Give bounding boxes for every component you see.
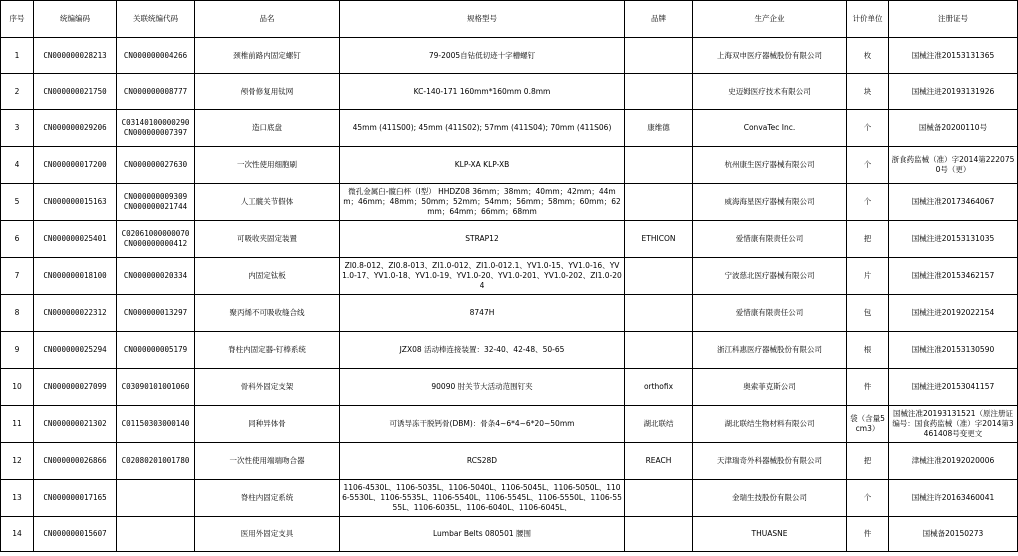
cell-related-code: CN000000027630: [117, 147, 195, 184]
header-no: 序号: [1, 1, 34, 38]
cell-brand: 湖北联结: [625, 406, 693, 443]
cell-unit: 件: [847, 369, 889, 406]
cell-spec: 可诱导冻干脱钙骨(DBM)：骨条4~6*4~6*20~50mm: [340, 406, 625, 443]
cell-code: CN000000015163: [34, 184, 117, 221]
cell-spec: Lumbar Belts 080501 腰围: [340, 517, 625, 552]
cell-no: 13: [1, 480, 34, 517]
cell-product-name: 骨科外固定支架: [195, 369, 340, 406]
cell-related-code: CN000000008777: [117, 74, 195, 110]
cell-unit: 包: [847, 295, 889, 332]
cell-no: 10: [1, 369, 34, 406]
table-row: [1, 517, 1018, 552]
cell-brand: [625, 480, 693, 517]
table-row: [1, 480, 1018, 517]
cell-product-name: 人工髋关节假体: [195, 184, 340, 221]
header-manufacturer: 生产企业: [693, 1, 847, 38]
cell-registration: 国械注进20193131926: [889, 74, 1018, 110]
cell-brand: 康维德: [625, 110, 693, 147]
cell-unit: 根: [847, 332, 889, 369]
cell-product-name: 颅骨修复用钛网: [195, 74, 340, 110]
cell-code: CN000000017200: [34, 147, 117, 184]
cell-spec: 微孔金属臼-髋臼杯（I型） HHDZ08 36mm；38mm；40mm；42mm；44mm；46mm；48mm；50mm；52mm；54mm；56mm；58mm；60mm；62mm；64mm；66mm；68mm: [340, 184, 625, 221]
cell-unit: 个: [847, 110, 889, 147]
cell-unit: 枚: [847, 38, 889, 74]
cell-manufacturer: 史迈姆医疗技术有限公司: [693, 74, 847, 110]
cell-manufacturer: THUASNE: [693, 517, 847, 552]
cell-product-name: 脊柱内固定器-钉棒系统: [195, 332, 340, 369]
cell-related-code: [117, 517, 195, 552]
cell-product-name: 可吸收夹固定装置: [195, 221, 340, 258]
cell-code: CN000000027099: [34, 369, 117, 406]
cell-registration: 国械注进20153131035: [889, 221, 1018, 258]
cell-manufacturer: 上海双申医疗器械股份有限公司: [693, 38, 847, 74]
cell-spec: JZX08 活动棒连接装置：32-40、42-48、50-65: [340, 332, 625, 369]
cell-code: CN000000029206: [34, 110, 117, 147]
cell-unit: 把: [847, 443, 889, 480]
cell-registration: 国械注进20153041157: [889, 369, 1018, 406]
header-code: 统编编码: [34, 1, 117, 38]
cell-registration: 国械注准20193131521（原注册证编号：国食药监械（准）字2014第3461408号变更文: [889, 406, 1018, 443]
cell-brand: [625, 258, 693, 295]
table-row: [1, 38, 1018, 74]
table-row: [1, 443, 1018, 480]
cell-product-name: 造口底盘: [195, 110, 340, 147]
cell-brand: [625, 295, 693, 332]
cell-code: CN000000022312: [34, 295, 117, 332]
cell-registration: 国械注准20153462157: [889, 258, 1018, 295]
table-row: [1, 332, 1018, 369]
cell-code: CN000000026866: [34, 443, 117, 480]
cell-no: 4: [1, 147, 34, 184]
cell-no: 8: [1, 295, 34, 332]
cell-manufacturer: ConvaTec Inc.: [693, 110, 847, 147]
cell-unit: 袋（含量5cm3）: [847, 406, 889, 443]
cell-manufacturer: 浙江科惠医疗器械股份有限公司: [693, 332, 847, 369]
cell-related-code: CN000000009309 CN000000021744: [117, 184, 195, 221]
cell-brand: REACH: [625, 443, 693, 480]
cell-no: 7: [1, 258, 34, 295]
cell-related-code: C01150303000140: [117, 406, 195, 443]
table-row: [1, 369, 1018, 406]
cell-manufacturer: 爱惜康有限责任公司: [693, 221, 847, 258]
header-row: [1, 1, 1018, 38]
cell-no: 5: [1, 184, 34, 221]
cell-no: 11: [1, 406, 34, 443]
table-row: [1, 74, 1018, 110]
cell-product-name: 内固定钛板: [195, 258, 340, 295]
cell-code: CN000000025401: [34, 221, 117, 258]
cell-product-name: 医用外固定支具: [195, 517, 340, 552]
cell-code: CN000000021750: [34, 74, 117, 110]
cell-registration: 浙食药监械（准）字2014第2220750号（更）: [889, 147, 1018, 184]
header-spec: 规格型号: [340, 1, 625, 38]
cell-registration: 国械注准20173464067: [889, 184, 1018, 221]
cell-unit: 把: [847, 221, 889, 258]
cell-unit: 块: [847, 74, 889, 110]
cell-product-name: 聚丙烯不可吸收缝合线: [195, 295, 340, 332]
cell-code: CN000000021302: [34, 406, 117, 443]
header-registration: 注册证号: [889, 1, 1018, 38]
cell-spec: STRAP12: [340, 221, 625, 258]
cell-spec: ZI0.8-012、ZI0.8-013、ZI1.0-012、ZI1.0-012.1、YV1.0-15、YV1.0-16、YV1.0-17、YV1.0-18、YV1.0-19、YV1.0-20、YV1.0-201、YV1.0-202、ZI1.0-204: [340, 258, 625, 295]
cell-unit: 片: [847, 258, 889, 295]
cell-brand: ETHICON: [625, 221, 693, 258]
cell-brand: [625, 184, 693, 221]
cell-brand: [625, 38, 693, 74]
cell-spec: 79-2005自钻低切迹十字槽螺钉: [340, 38, 625, 74]
cell-no: 9: [1, 332, 34, 369]
cell-no: 2: [1, 74, 34, 110]
cell-spec: 1106-4530L、1106-5035L、1106-5040L、1106-5045L、1106-5050L、1106-5530L、1106-5535L、1106-5540L、1106-5545L、1106-5550L、1106-5555L、1106-6035L、1106-6040L、1106-6045L、: [340, 480, 625, 517]
header-brand: 品牌: [625, 1, 693, 38]
cell-spec: 90090 肘关节大活动范围钉夹: [340, 369, 625, 406]
cell-registration: 津械注准20192020006: [889, 443, 1018, 480]
cell-registration: 国械备20150273: [889, 517, 1018, 552]
cell-code: CN000000017165: [34, 480, 117, 517]
cell-registration: 国械注进20192022154: [889, 295, 1018, 332]
cell-manufacturer: 宁波慈北医疗器械有限公司: [693, 258, 847, 295]
header-product-name: 品名: [195, 1, 340, 38]
cell-brand: [625, 74, 693, 110]
cell-manufacturer: 威海海星医疗器械有限公司: [693, 184, 847, 221]
cell-manufacturer: 杭州康生医疗器械有限公司: [693, 147, 847, 184]
cell-related-code: CN000000013297: [117, 295, 195, 332]
cell-code: CN000000018100: [34, 258, 117, 295]
cell-related-code: C03140100000290 CN000000007397: [117, 110, 195, 147]
cell-related-code: CN000000004266: [117, 38, 195, 74]
cell-product-name: 一次性使用端端吻合器: [195, 443, 340, 480]
table-row: [1, 110, 1018, 147]
cell-code: CN000000025294: [34, 332, 117, 369]
cell-brand: [625, 332, 693, 369]
table-row: [1, 184, 1018, 221]
cell-registration: 国械备20200110号: [889, 110, 1018, 147]
cell-spec: 8747H: [340, 295, 625, 332]
cell-product-name: 颈椎前路内固定螺钉: [195, 38, 340, 74]
cell-related-code: C02080201001780: [117, 443, 195, 480]
table-row: [1, 406, 1018, 443]
cell-manufacturer: 天津瑞奇外科器械股份有限公司: [693, 443, 847, 480]
cell-unit: 个: [847, 184, 889, 221]
cell-brand: [625, 147, 693, 184]
cell-spec: RCS28D: [340, 443, 625, 480]
cell-no: 12: [1, 443, 34, 480]
cell-unit: 个: [847, 147, 889, 184]
header-related-code: 关联统编代码: [117, 1, 195, 38]
cell-manufacturer: 金瑞生技股份有限公司: [693, 480, 847, 517]
cell-brand: orthofix: [625, 369, 693, 406]
cell-related-code: CN000000020334: [117, 258, 195, 295]
cell-related-code: C03090101001060: [117, 369, 195, 406]
cell-product-name: 同种异体骨: [195, 406, 340, 443]
cell-unit: 个: [847, 480, 889, 517]
cell-product-name: 脊柱内固定系统: [195, 480, 340, 517]
cell-spec: KLP-XA KLP-XB: [340, 147, 625, 184]
cell-spec: 45mm (411S00); 45mm (411S02); 57mm (411S04); 70mm (411S06): [340, 110, 625, 147]
cell-code: CN000000015607: [34, 517, 117, 552]
cell-product-name: 一次性使用细胞刷: [195, 147, 340, 184]
cell-related-code: CN000000005179: [117, 332, 195, 369]
cell-no: 6: [1, 221, 34, 258]
table-row: [1, 258, 1018, 295]
cell-no: 1: [1, 38, 34, 74]
cell-related-code: [117, 480, 195, 517]
cell-no: 14: [1, 517, 34, 552]
cell-no: 3: [1, 110, 34, 147]
cell-manufacturer: 湖北联结生物材料有限公司: [693, 406, 847, 443]
cell-registration: 国械注准20153130590: [889, 332, 1018, 369]
table-row: [1, 147, 1018, 184]
cell-related-code: C02061000000070 CN000000000412: [117, 221, 195, 258]
cell-brand: [625, 517, 693, 552]
table-row: [1, 221, 1018, 258]
cell-code: CN000000028213: [34, 38, 117, 74]
cell-registration: 国械注许20163460041: [889, 480, 1018, 517]
cell-registration: 国械注准20153131365: [889, 38, 1018, 74]
cell-manufacturer: 爱惜康有限责任公司: [693, 295, 847, 332]
cell-manufacturer: 奥索菲克斯公司: [693, 369, 847, 406]
cell-unit: 件: [847, 517, 889, 552]
table-row: [1, 295, 1018, 332]
header-unit: 计价单位: [847, 1, 889, 38]
cell-spec: KC-140-171 160mm*160mm 0.8mm: [340, 74, 625, 110]
